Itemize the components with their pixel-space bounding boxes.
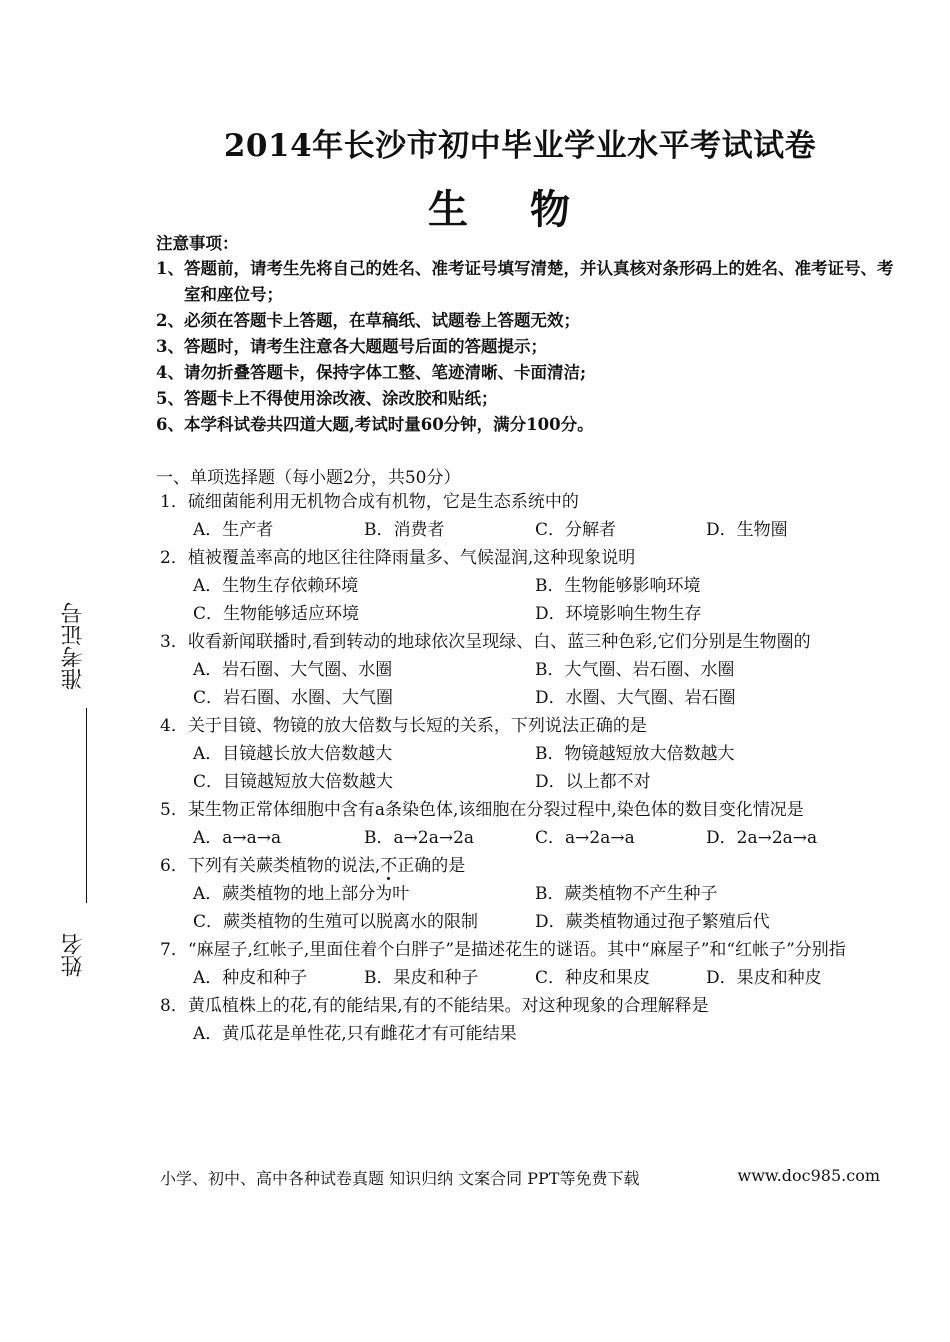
question-1 bbox=[160, 488, 885, 544]
question-7 bbox=[160, 936, 885, 992]
option-a: A．岩石圈、大气圈、水圈 bbox=[193, 660, 393, 680]
option-group bbox=[160, 656, 885, 712]
option-b: B．消费者 bbox=[364, 520, 445, 540]
subject-title: 生物 bbox=[428, 186, 632, 233]
notice-item: 2、必须在答题卡上答题，在草稿纸、试题卷上答题无效； bbox=[156, 311, 580, 330]
option-c: C．目镜越短放大倍数越大 bbox=[193, 772, 394, 792]
option-a: A．生物生存依赖环境 bbox=[193, 576, 359, 596]
footer bbox=[160, 1166, 880, 1189]
question-stem: 7．“麻屋子,红帐子,里面住着个白胖子”是描述花生的谜语。其中“麻屋子”和“红帐子”分别指 bbox=[160, 940, 846, 960]
question-stem: 4．关于目镜、物镜的放大倍数与长短的关系，下列说法正确的是 bbox=[160, 716, 647, 736]
option-c: C．种皮和果皮 bbox=[535, 968, 651, 988]
option-group bbox=[160, 880, 885, 936]
option-group bbox=[160, 516, 885, 544]
stem-part: 6．下列有关蕨类植物的说法, bbox=[160, 856, 381, 876]
question-stem: 8．黄瓜植株上的花,有的能结果,有的不能结果。对这种现象的合理解释是 bbox=[160, 996, 709, 1016]
question-4 bbox=[160, 712, 885, 796]
option-group bbox=[160, 572, 885, 628]
question-8 bbox=[160, 992, 885, 1048]
question-2 bbox=[160, 544, 885, 628]
option-b: B．果皮和种子 bbox=[364, 968, 479, 988]
option-d: D．水圈、大气圈、岩石圈 bbox=[535, 688, 736, 708]
exam-number-line bbox=[86, 708, 87, 903]
notice-heading: 注意事项： bbox=[156, 234, 239, 253]
option-a: A．蕨类植物的地上部分为叶 bbox=[193, 884, 410, 904]
exam-number-label: 准考证号 bbox=[61, 602, 86, 690]
option-b: B．a→2a→2a bbox=[364, 828, 475, 848]
option-c: C．分解者 bbox=[535, 520, 617, 540]
question-6 bbox=[160, 852, 885, 936]
option-d: D．生物圈 bbox=[706, 520, 788, 540]
option-a: A．种皮和种子 bbox=[193, 968, 308, 988]
question-stem: 2．植被覆盖率高的地区往往降雨量多、气候湿润,这种现象说明 bbox=[160, 548, 636, 568]
option-group bbox=[160, 964, 885, 992]
option-a: A．生产者 bbox=[193, 520, 274, 540]
notice-block bbox=[156, 232, 896, 438]
option-b: B．生物能够影响环境 bbox=[535, 576, 701, 596]
question-stem: 3．收看新闻联播时,看到转动的地球依次呈现绿、白、蓝三种色彩,它们分别是生物圈的 bbox=[160, 632, 811, 652]
question-5 bbox=[160, 796, 885, 852]
option-c: C．岩石圈、水圈、大气圈 bbox=[193, 688, 394, 708]
name-label: 姓名 bbox=[61, 933, 86, 977]
exam-title: 2014年长沙市初中毕业学业水平考试试卷 bbox=[223, 128, 817, 164]
question-list bbox=[160, 488, 885, 1048]
footer-url: www.doc985.com bbox=[737, 1166, 880, 1185]
option-group bbox=[160, 740, 885, 796]
option-b: B．大气圈、岩石圈、水圈 bbox=[535, 660, 735, 680]
option-d: D．环境影响生物生存 bbox=[535, 604, 702, 624]
notice-item: 4、请勿折叠答题卡，保持字体工整、笔迹清晰、卡面清洁; bbox=[156, 363, 587, 382]
option-a: A．黄瓜花是单性花,只有雌花才有可能结果 bbox=[193, 1024, 517, 1044]
notice-item: 6、本学科试卷共四道大题,考试时量60分钟，满分100分。 bbox=[156, 415, 594, 434]
emphasis-word: 不 bbox=[380, 856, 398, 876]
section-heading: 一、单项选择题（每小题2分，共50分） bbox=[156, 468, 461, 488]
question-stem bbox=[160, 852, 885, 880]
notice-item: 5、答题卡上不得使用涂改液、涂改胶和贴纸； bbox=[156, 389, 498, 408]
notice-item: 1、答题前，请考生先将自己的姓名、准考证号填写清楚，并认真核对条形码上的姓名、准考证号、考室和座位号； bbox=[156, 259, 894, 304]
question-stem: 1．硫细菌能利用无机物合成有机物，它是生态系统中的 bbox=[160, 492, 579, 512]
option-d: D．2a→2a→a bbox=[706, 828, 818, 848]
option-d: D．以上都不对 bbox=[535, 772, 651, 792]
notice-item: 3、答题时，请考生注意各大题题号后面的答题提示； bbox=[156, 337, 547, 356]
question-stem: 5．某生物正常体细胞中含有a条染色体,该细胞在分裂过程中,染色体的数目变化情况是 bbox=[160, 800, 804, 820]
option-d: D．蕨类植物通过孢子繁殖后代 bbox=[535, 912, 770, 932]
stem-part: 正确的是 bbox=[397, 856, 466, 876]
option-b: B．物镜越短放大倍数越大 bbox=[535, 744, 735, 764]
option-b: B．蕨类植物不产生种子 bbox=[535, 884, 718, 904]
option-c: C．a→2a→a bbox=[535, 828, 635, 848]
footer-text: 小学、初中、高中各种试卷真题 知识归纳 文案合同 PPT等免费下载 bbox=[160, 1169, 640, 1188]
option-group bbox=[160, 1020, 885, 1048]
option-a: A．a→a→a bbox=[193, 828, 282, 848]
option-a: A．目镜越长放大倍数越大 bbox=[193, 744, 393, 764]
question-3 bbox=[160, 628, 885, 712]
option-c: C．生物能够适应环境 bbox=[193, 604, 360, 624]
option-d: D．果皮和种皮 bbox=[706, 968, 822, 988]
option-c: C．蕨类植物的生殖可以脱离水的限制 bbox=[193, 912, 479, 932]
option-group bbox=[160, 824, 885, 852]
